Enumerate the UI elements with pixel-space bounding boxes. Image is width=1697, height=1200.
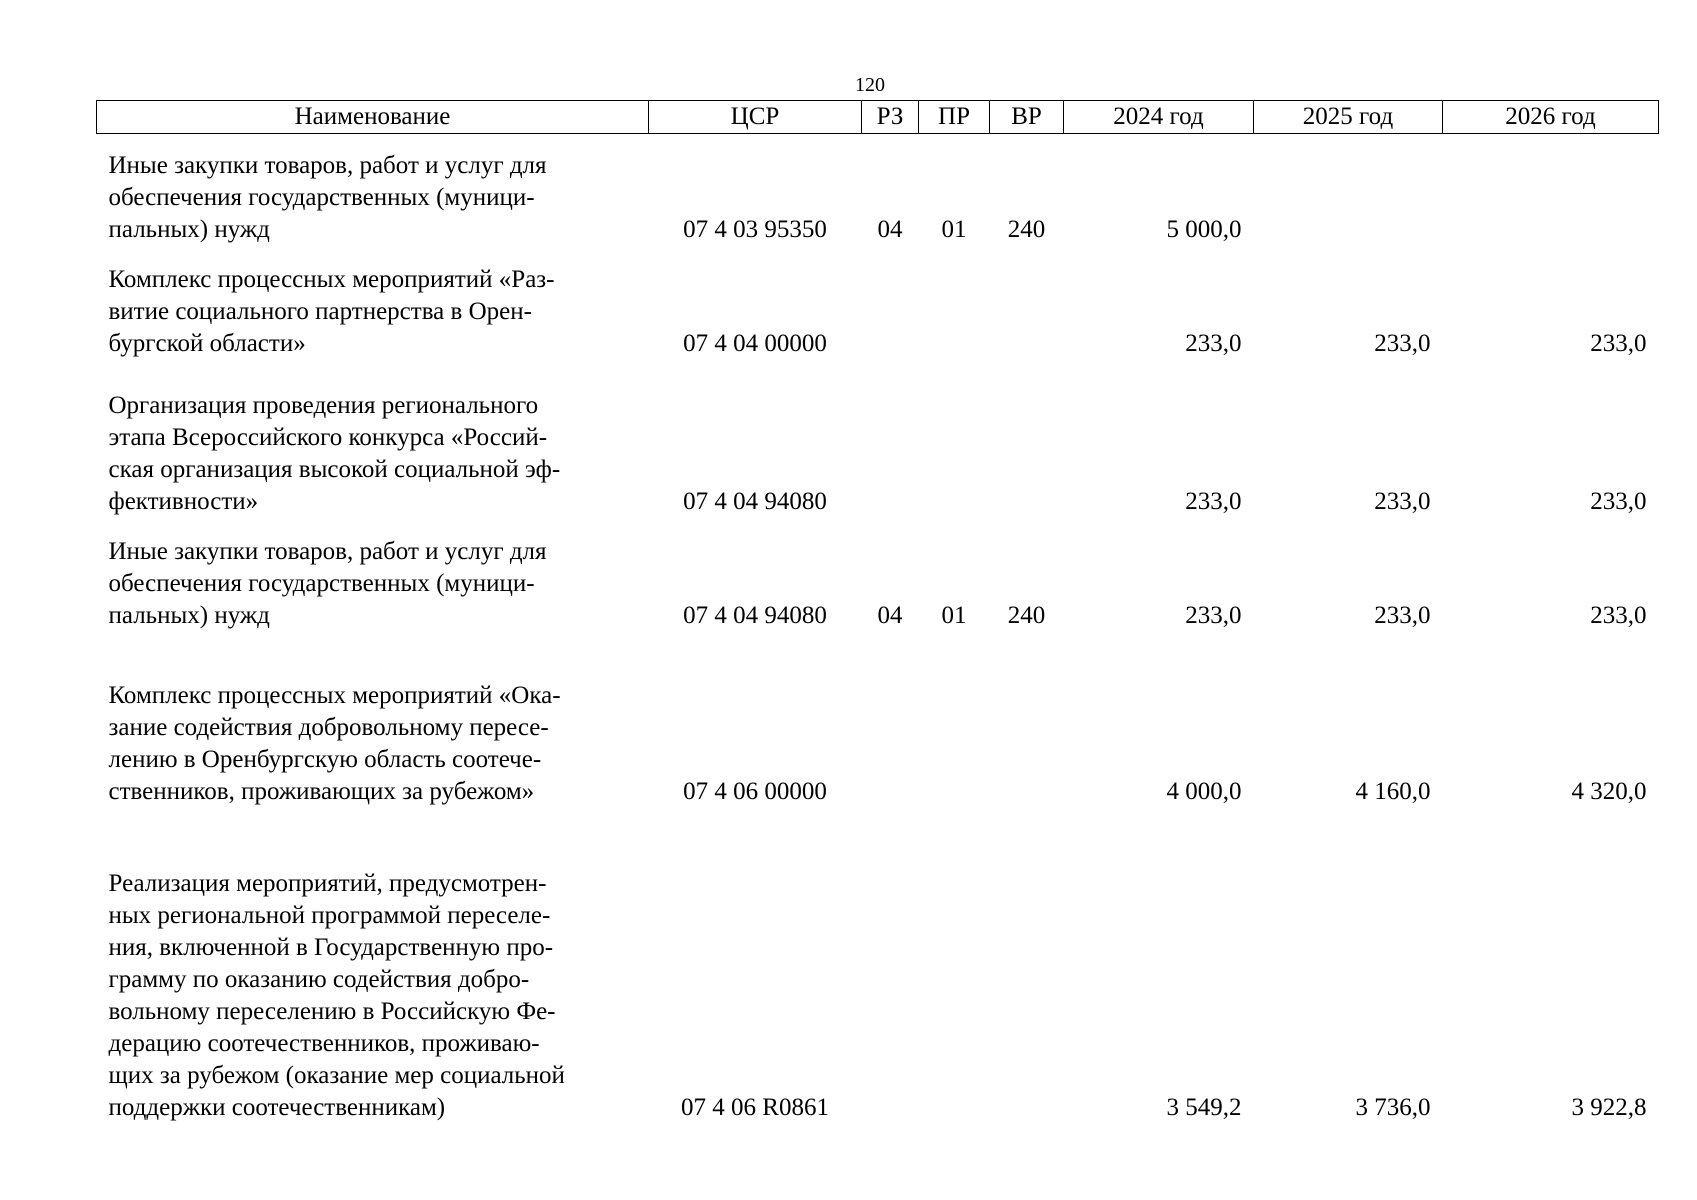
- table-row: [97, 150, 1659, 246]
- row-2025: 233,0: [1374, 602, 1431, 629]
- header-2024: 2024 год: [1064, 101, 1254, 134]
- table-row: [97, 536, 1659, 632]
- row-rz: [862, 680, 919, 808]
- row-rz: 04: [877, 216, 903, 243]
- row-csr: 07 4 03 95350: [683, 216, 827, 243]
- name-line: ская организация высокой социальной эф-: [108, 456, 561, 483]
- row-2024: 4 000,0: [1166, 778, 1242, 805]
- name-line: ния, включенной в Государственную про-: [108, 934, 554, 961]
- name-line: бургской области»: [108, 330, 306, 357]
- header-csr: ЦСР: [649, 101, 862, 134]
- name-line: грамму по оказанию содействия добро-: [108, 966, 530, 993]
- row-2026: 233,0: [1590, 602, 1647, 629]
- row-csr: 07 4 04 94080: [683, 488, 827, 515]
- spacer-row: [97, 134, 1659, 151]
- row-2026: [1443, 150, 1659, 246]
- header-vr: ВР: [990, 101, 1064, 134]
- name-line: щих за рубежом (оказание мер социальной: [108, 1062, 565, 1089]
- name-line: зание содействия добровольному пересе-: [108, 714, 549, 741]
- table-row: [97, 264, 1659, 360]
- budget-table: [96, 100, 1659, 1124]
- table-header-row: [97, 101, 1659, 134]
- row-2026: 233,0: [1590, 330, 1647, 357]
- name-line: Комплекс процессных мероприятий «Раз-: [108, 266, 555, 293]
- row-2025: 233,0: [1374, 330, 1431, 357]
- row-csr: 07 4 04 00000: [683, 330, 827, 357]
- name-line: Иные закупки товаров, работ и услуг для: [108, 152, 547, 179]
- row-pr: [919, 680, 990, 808]
- row-2025: 4 160,0: [1355, 778, 1431, 805]
- row-csr: 07 4 06 00000: [683, 778, 827, 805]
- row-rz: [862, 868, 919, 1124]
- row-pr: [919, 868, 990, 1124]
- row-2024: 5 000,0: [1166, 216, 1242, 243]
- name-line: Комплекс процессных мероприятий «Ока-: [108, 682, 561, 709]
- name-line: ных региональной программой переселе-: [108, 902, 551, 929]
- header-2025: 2025 год: [1254, 101, 1443, 134]
- name-line: ственников, проживающих за рубежом»: [108, 778, 535, 805]
- row-name: [97, 150, 649, 246]
- table-row: [97, 390, 1659, 518]
- row-pr: 01: [941, 602, 967, 629]
- row-2026: 233,0: [1590, 488, 1647, 515]
- header-pr: ПР: [919, 101, 990, 134]
- row-csr: 07 4 06 R0861: [681, 1094, 829, 1121]
- row-name: [97, 680, 649, 808]
- name-line: обеспечения государственных (муници-: [108, 570, 535, 597]
- name-line: Реализация мероприятий, предусмотрен-: [108, 870, 547, 897]
- row-rz: [862, 390, 919, 518]
- row-2024: 3 549,2: [1166, 1094, 1242, 1121]
- row-2024: 233,0: [1185, 330, 1242, 357]
- table-row: [97, 868, 1659, 1124]
- row-vr: 240: [1007, 216, 1046, 243]
- row-2024: 233,0: [1185, 488, 1242, 515]
- spacer-row: [97, 518, 1659, 536]
- row-name: [97, 264, 649, 360]
- row-2025: 233,0: [1374, 488, 1431, 515]
- name-line: витие социального партнерства в Орен-: [108, 298, 532, 325]
- name-line: Организация проведения регионального: [108, 392, 539, 419]
- row-2026: 4 320,0: [1571, 778, 1647, 805]
- header-name: Наименование: [97, 101, 649, 134]
- spacer-row: [97, 632, 1659, 680]
- row-2025: [1254, 150, 1443, 246]
- name-line: этапа Всероссийского конкурса «Россий-: [108, 424, 548, 451]
- row-rz: 04: [877, 602, 903, 629]
- name-line: лению в Оренбургскую область соотече-: [108, 746, 542, 773]
- spacer-row: [97, 360, 1659, 390]
- spacer-row: [97, 808, 1659, 868]
- row-csr: 07 4 04 94080: [683, 602, 827, 629]
- row-pr: [919, 264, 990, 360]
- page-number: 120: [855, 74, 885, 96]
- name-line: фективности»: [108, 488, 259, 515]
- row-name: [97, 868, 649, 1124]
- row-vr: [990, 868, 1064, 1124]
- name-line: обеспечения государственных (муници-: [108, 184, 535, 211]
- row-name: [97, 536, 649, 632]
- row-name: [97, 390, 649, 518]
- row-pr: 01: [941, 216, 967, 243]
- header-rz: РЗ: [862, 101, 919, 134]
- name-line: вольному переселению в Российскую Фе-: [108, 998, 556, 1025]
- row-rz: [862, 264, 919, 360]
- row-2025: 3 736,0: [1355, 1094, 1431, 1121]
- table-row: [97, 680, 1659, 808]
- row-vr: [990, 264, 1064, 360]
- row-vr: [990, 390, 1064, 518]
- name-line: пальных) нужд: [108, 216, 270, 243]
- row-vr: [990, 680, 1064, 808]
- header-2026: 2026 год: [1443, 101, 1659, 134]
- spacer-row: [97, 246, 1659, 264]
- name-line: дерацию соотечественников, проживаю-: [108, 1030, 540, 1057]
- row-vr: 240: [1007, 602, 1046, 629]
- row-2026: 3 922,8: [1571, 1094, 1647, 1121]
- row-2024: 233,0: [1185, 602, 1242, 629]
- name-line: Иные закупки товаров, работ и услуг для: [108, 538, 547, 565]
- name-line: поддержки соотечественникам): [108, 1094, 446, 1121]
- row-pr: [919, 390, 990, 518]
- name-line: пальных) нужд: [108, 602, 270, 629]
